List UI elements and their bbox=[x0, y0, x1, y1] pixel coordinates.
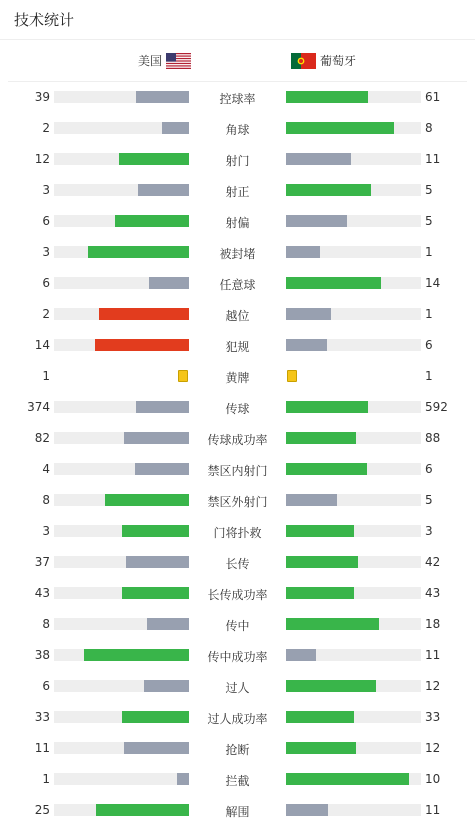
home-bar-fill bbox=[177, 773, 189, 785]
home-bar-track bbox=[54, 246, 189, 258]
home-bar-fill bbox=[95, 339, 190, 351]
away-value: 88 bbox=[425, 431, 441, 445]
home-bar-track bbox=[54, 91, 189, 103]
stat-label: 解围 bbox=[225, 805, 250, 819]
yellow-card-icon bbox=[178, 370, 188, 382]
stat-row bbox=[0, 671, 475, 702]
home-bar-track bbox=[54, 494, 189, 506]
away-bar-track bbox=[286, 91, 421, 103]
away-bar-fill bbox=[286, 649, 316, 661]
stat-row bbox=[0, 795, 475, 826]
stat-label: 过人 bbox=[225, 681, 250, 695]
away-bar-fill bbox=[286, 91, 368, 103]
home-team bbox=[138, 52, 191, 69]
stat-label: 犯规 bbox=[225, 340, 250, 354]
home-bar-fill bbox=[84, 649, 189, 661]
home-bar-track bbox=[54, 215, 189, 227]
home-bar-fill bbox=[135, 463, 189, 475]
home-bar-fill bbox=[136, 401, 189, 413]
away-bar-fill bbox=[286, 742, 356, 754]
away-bar-fill bbox=[286, 339, 327, 351]
away-value: 6 bbox=[425, 462, 433, 476]
stat-row bbox=[0, 268, 475, 299]
home-bar-track bbox=[54, 339, 189, 351]
stat-label: 传球 bbox=[225, 402, 250, 416]
stat-label: 传中 bbox=[225, 619, 250, 633]
away-bar-fill bbox=[286, 680, 376, 692]
away-bar-track bbox=[286, 339, 421, 351]
home-bar-fill bbox=[138, 184, 189, 196]
home-value: 1 bbox=[42, 772, 50, 786]
away-value: 11 bbox=[425, 152, 441, 166]
stat-label: 门将扑救 bbox=[213, 526, 262, 540]
stat-row bbox=[0, 330, 475, 361]
home-bar-track bbox=[54, 742, 189, 754]
stat-row bbox=[0, 485, 475, 516]
home-bar-fill bbox=[147, 618, 189, 630]
stat-label: 抢断 bbox=[225, 743, 250, 757]
home-value: 2 bbox=[42, 307, 50, 321]
home-bar-track bbox=[54, 618, 189, 630]
away-bar-track bbox=[286, 742, 421, 754]
stat-row bbox=[0, 640, 475, 671]
home-bar-fill bbox=[119, 153, 189, 165]
home-value: 4 bbox=[42, 462, 50, 476]
stat-row bbox=[0, 361, 475, 392]
home-value: 43 bbox=[34, 586, 50, 600]
away-value: 10 bbox=[425, 772, 441, 786]
stat-row bbox=[0, 206, 475, 237]
away-bar-fill bbox=[286, 308, 331, 320]
home-bar-fill bbox=[136, 91, 189, 103]
home-value: 38 bbox=[34, 648, 50, 662]
home-value: 374 bbox=[27, 400, 50, 414]
away-bar-fill bbox=[286, 556, 358, 568]
home-bar-fill bbox=[122, 711, 190, 723]
away-value: 3 bbox=[425, 524, 433, 538]
away-bar-track bbox=[286, 184, 421, 196]
home-value: 8 bbox=[42, 493, 50, 507]
stat-label: 长传成功率 bbox=[207, 588, 268, 602]
away-value: 18 bbox=[425, 617, 441, 631]
away-bar-track bbox=[286, 556, 421, 568]
away-value: 43 bbox=[425, 586, 441, 600]
stat-row bbox=[0, 299, 475, 330]
away-bar-track bbox=[286, 649, 421, 661]
home-value: 6 bbox=[42, 679, 50, 693]
stat-row bbox=[0, 392, 475, 423]
home-bar-track bbox=[54, 804, 189, 816]
stat-row bbox=[0, 144, 475, 175]
home-bar-fill bbox=[105, 494, 189, 506]
stat-row bbox=[0, 175, 475, 206]
home-bar-track bbox=[54, 308, 189, 320]
home-bar-track bbox=[54, 401, 189, 413]
home-bar-track bbox=[54, 587, 189, 599]
away-bar-fill bbox=[286, 494, 337, 506]
away-value: 5 bbox=[425, 214, 433, 228]
home-bar-fill bbox=[149, 277, 190, 289]
away-bar-fill bbox=[286, 432, 356, 444]
away-value: 42 bbox=[425, 555, 441, 569]
stat-row bbox=[0, 237, 475, 268]
away-value: 5 bbox=[425, 183, 433, 197]
away-bar-track bbox=[286, 525, 421, 537]
us-flag-icon bbox=[166, 53, 191, 69]
home-bar-fill bbox=[122, 525, 190, 537]
home-bar-fill bbox=[115, 215, 189, 227]
away-bar-fill bbox=[286, 773, 409, 785]
away-bar-track bbox=[286, 153, 421, 165]
away-team-name: 葡萄牙 bbox=[320, 54, 357, 68]
away-value: 33 bbox=[425, 710, 441, 724]
home-bar-track bbox=[54, 680, 189, 692]
stat-label: 过人成功率 bbox=[207, 712, 268, 726]
home-bar-track bbox=[54, 711, 189, 723]
stat-label: 任意球 bbox=[219, 278, 256, 292]
away-bar-fill bbox=[286, 711, 354, 723]
stat-label: 禁区外射门 bbox=[207, 495, 268, 509]
stat-label: 长传 bbox=[225, 557, 250, 571]
away-team bbox=[291, 52, 356, 69]
away-value: 1 bbox=[425, 369, 433, 383]
away-value: 61 bbox=[425, 90, 441, 104]
home-value: 3 bbox=[42, 524, 50, 538]
stat-label: 射门 bbox=[225, 154, 250, 168]
home-bar-fill bbox=[162, 122, 189, 134]
home-value: 1 bbox=[42, 369, 50, 383]
stat-row bbox=[0, 578, 475, 609]
home-value: 3 bbox=[42, 183, 50, 197]
away-bar-track bbox=[286, 494, 421, 506]
away-bar-track bbox=[286, 432, 421, 444]
away-bar-track bbox=[286, 463, 421, 475]
home-value: 2 bbox=[42, 121, 50, 135]
away-value: 5 bbox=[425, 493, 433, 507]
header bbox=[0, 0, 475, 40]
home-bar-track bbox=[54, 122, 189, 134]
stat-row bbox=[0, 764, 475, 795]
home-value: 6 bbox=[42, 214, 50, 228]
home-bar-fill bbox=[96, 804, 189, 816]
yellow-card-icon bbox=[287, 370, 297, 382]
stat-label: 射偏 bbox=[225, 216, 250, 230]
away-bar-fill bbox=[286, 277, 381, 289]
stat-label: 拦截 bbox=[225, 774, 250, 788]
away-bar-fill bbox=[286, 618, 379, 630]
teams-header bbox=[8, 40, 467, 82]
home-value: 37 bbox=[34, 555, 50, 569]
home-value: 39 bbox=[34, 90, 50, 104]
away-bar-track bbox=[286, 680, 421, 692]
away-bar-track bbox=[286, 773, 421, 785]
home-bar-fill bbox=[122, 587, 190, 599]
home-bar-track bbox=[54, 184, 189, 196]
away-value: 6 bbox=[425, 338, 433, 352]
away-bar-fill bbox=[286, 184, 371, 196]
away-bar-track bbox=[286, 246, 421, 258]
home-bar-fill bbox=[99, 308, 189, 320]
stat-label: 传球成功率 bbox=[207, 433, 268, 447]
stat-row bbox=[0, 423, 475, 454]
stat-label: 传中成功率 bbox=[207, 650, 268, 664]
home-value: 12 bbox=[34, 152, 50, 166]
away-bar-track bbox=[286, 618, 421, 630]
portugal-flag-icon bbox=[291, 53, 316, 69]
away-bar-track bbox=[286, 587, 421, 599]
stat-label: 黄牌 bbox=[225, 371, 250, 385]
home-bar-track bbox=[54, 649, 189, 661]
home-value: 8 bbox=[42, 617, 50, 631]
home-bar-track bbox=[54, 463, 189, 475]
home-bar-fill bbox=[88, 246, 189, 258]
away-value: 1 bbox=[425, 307, 433, 321]
away-bar-fill bbox=[286, 463, 367, 475]
away-bar-track bbox=[286, 122, 421, 134]
home-value: 33 bbox=[34, 710, 50, 724]
stat-row bbox=[0, 702, 475, 733]
home-value: 3 bbox=[42, 245, 50, 259]
away-bar-track bbox=[286, 308, 421, 320]
home-value: 25 bbox=[34, 803, 50, 817]
stat-row bbox=[0, 516, 475, 547]
stat-label: 越位 bbox=[225, 309, 250, 323]
away-bar-fill bbox=[286, 246, 320, 258]
home-bar-track bbox=[54, 277, 189, 289]
away-bar-fill bbox=[286, 401, 368, 413]
home-value: 11 bbox=[34, 741, 50, 755]
away-bar-track bbox=[286, 215, 421, 227]
away-bar-fill bbox=[286, 215, 347, 227]
away-bar-track bbox=[286, 804, 421, 816]
away-bar-track bbox=[286, 401, 421, 413]
away-bar-fill bbox=[286, 525, 354, 537]
away-bar-track bbox=[286, 277, 421, 289]
stat-row bbox=[0, 113, 475, 144]
away-value: 12 bbox=[425, 741, 441, 755]
stat-label: 被封堵 bbox=[219, 247, 256, 261]
away-value: 14 bbox=[425, 276, 441, 290]
page-title: 技术统计 bbox=[14, 11, 75, 29]
home-bar-fill bbox=[124, 432, 189, 444]
home-value: 14 bbox=[34, 338, 50, 352]
stat-label: 角球 bbox=[225, 123, 250, 137]
home-bar-track bbox=[54, 525, 189, 537]
stat-label: 控球率 bbox=[219, 92, 256, 106]
away-value: 11 bbox=[425, 648, 441, 662]
stat-row bbox=[0, 547, 475, 578]
away-value: 1 bbox=[425, 245, 433, 259]
stat-row bbox=[0, 82, 475, 113]
home-bar-track bbox=[54, 556, 189, 568]
home-bar-fill bbox=[124, 742, 189, 754]
home-value: 82 bbox=[34, 431, 50, 445]
away-value: 8 bbox=[425, 121, 433, 135]
stat-label: 射正 bbox=[225, 185, 250, 199]
away-bar-track bbox=[286, 711, 421, 723]
home-value: 6 bbox=[42, 276, 50, 290]
home-bar-track bbox=[54, 432, 189, 444]
home-bar-fill bbox=[144, 680, 189, 692]
home-team-name: 美国 bbox=[137, 54, 162, 68]
away-bar-fill bbox=[286, 122, 394, 134]
stat-row bbox=[0, 609, 475, 640]
away-value: 11 bbox=[425, 803, 441, 817]
away-bar-fill bbox=[286, 587, 354, 599]
stats-list bbox=[0, 82, 475, 826]
home-bar-fill bbox=[126, 556, 189, 568]
stat-row bbox=[0, 454, 475, 485]
home-bar-track bbox=[54, 773, 189, 785]
away-bar-fill bbox=[286, 804, 328, 816]
stat-row bbox=[0, 733, 475, 764]
away-value: 12 bbox=[425, 679, 441, 693]
home-bar-track bbox=[54, 153, 189, 165]
away-value: 592 bbox=[425, 400, 448, 414]
stat-label: 禁区内射门 bbox=[207, 464, 268, 478]
away-bar-fill bbox=[286, 153, 351, 165]
